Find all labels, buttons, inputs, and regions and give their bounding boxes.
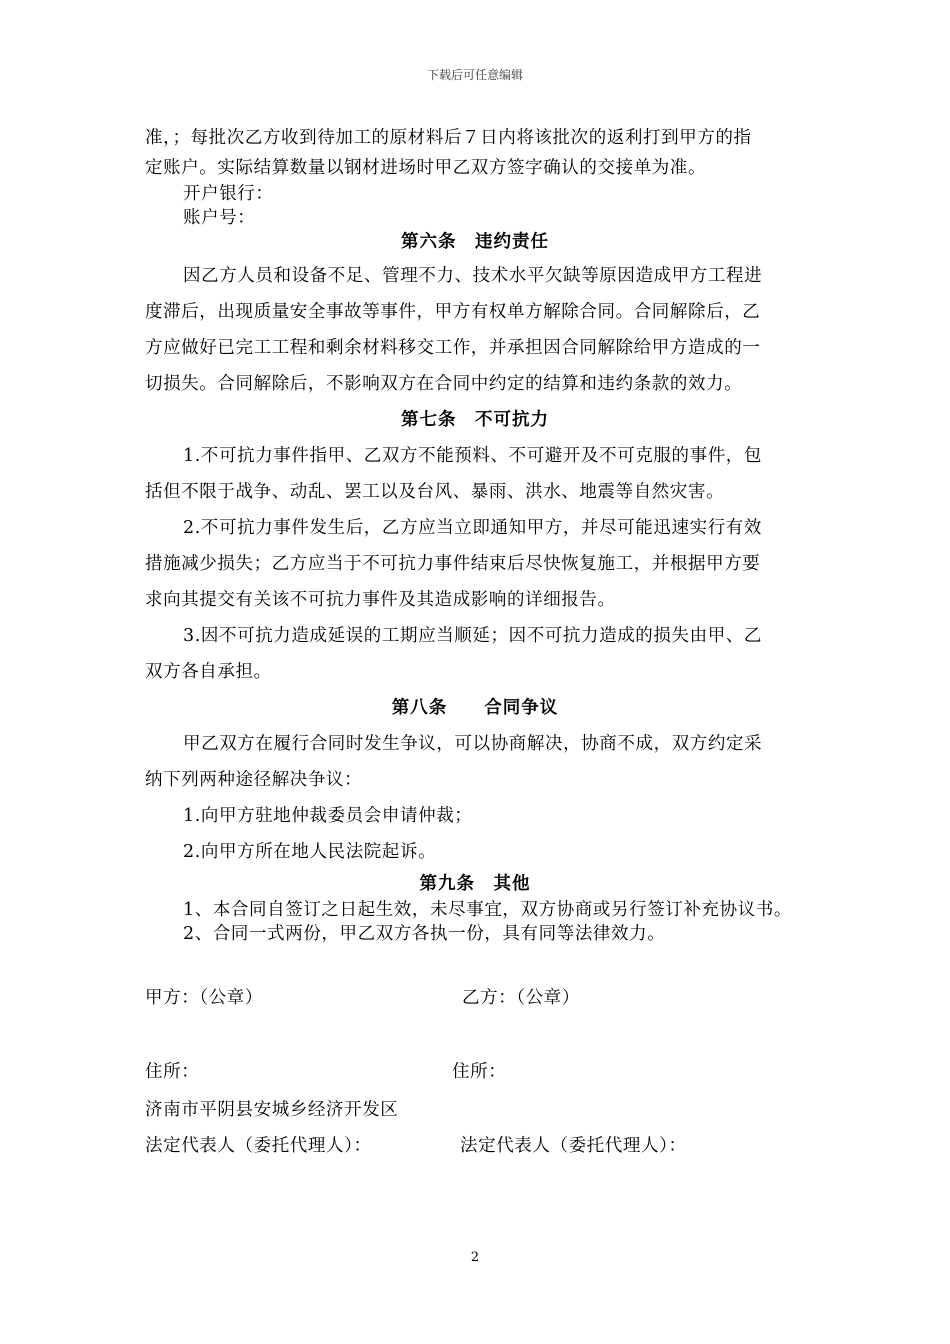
text-line: 账户号： [183,208,256,228]
text-line: 准，；每批次乙方收到待加工的原材料后７日内将该批次的返利打到甲方的指 [145,128,752,148]
page-number: 2 [470,1250,480,1265]
text-line: 措施减少损失；乙方应当于不可抗力事件结束后尽快恢复施工，并根据甲方要 [145,554,761,574]
text-line: 2.向甲方所在地人民法院起诉。 [183,842,437,862]
section-heading-9: 第九条 其他 [419,874,531,894]
text-line: 求向其提交有关该不可抗力事件及其造成影响的详细报告。 [145,590,616,610]
section-heading-7: 第七条 不可抗力 [401,410,549,430]
text-line: 3.因不可抗力造成延误的工期应当顺延；因不可抗力造成的损失由甲、乙 [183,626,762,646]
party-b-address-label: 住所： [452,1062,507,1082]
party-b-representative: 法定代表人（委托代理人）： [460,1136,687,1156]
text-line: 度滞后，出现质量安全事故等事件，甲方有权单方解除合同。合同解除后，乙 [145,302,761,322]
text-line: 定账户。实际结算数量以钢材进场时甲乙双方签字确认的交接单为准。 [145,158,707,178]
text-line: 纳下列两种途径解决争议： [145,770,363,790]
text-line: 1.不可抗力事件指甲、乙双方不能预料、不可避开及不可克服的事件，包 [183,446,762,466]
party-b-seal: 乙方：（公章） [462,988,580,1008]
page-header: 下载后可任意编辑 [426,68,523,82]
text-line: 1.向甲方驻地仲裁委员会申请仲裁； [183,806,473,826]
text-line: 开户银行： [183,184,274,204]
text-line: 2.不可抗力事件发生后，乙方应当立即通知甲方，并尽可能迅速实行有效 [183,518,762,538]
text-line: 因乙方人员和设备不足、管理不力、技术水平欠缺等原因造成甲方工程进 [183,266,763,286]
party-a-representative: 法定代表人（委托代理人）： [145,1136,372,1156]
text-line: 切损失。合同解除后，不影响双方在合同中约定的结算和违约条款的效力。 [145,374,743,394]
party-a-address-label: 住所： [145,1062,200,1082]
party-a-seal: 甲方：（公章） [145,988,263,1008]
section-heading-6: 第六条 违约责任 [401,232,549,252]
section-heading-8: 第八条 合同争议 [391,698,559,718]
text-line: 括但不限于战争、动乱、罢工以及台风、暴雨、洪水、地震等自然灾害。 [145,482,725,502]
text-line: 1、本合同自签订之日起生效，未尽事宜，双方协商或另行签订补充协议书。 [183,900,793,920]
text-line: 双方各自承担。 [145,662,272,682]
text-line: 方应做好已完工工程和剩余材料移交工作，并承担因合同解除给甲方造成的一 [145,338,761,358]
party-a-address: 济南市平阴县安城乡经济开发区 [145,1100,399,1120]
text-line: 2、合同一式两份，甲乙双方各执一份，具有同等法律效力。 [183,924,666,944]
text-line: 甲乙双方在履行合同时发生争议，可以协商解决，协商不成，双方约定采 [183,734,763,754]
